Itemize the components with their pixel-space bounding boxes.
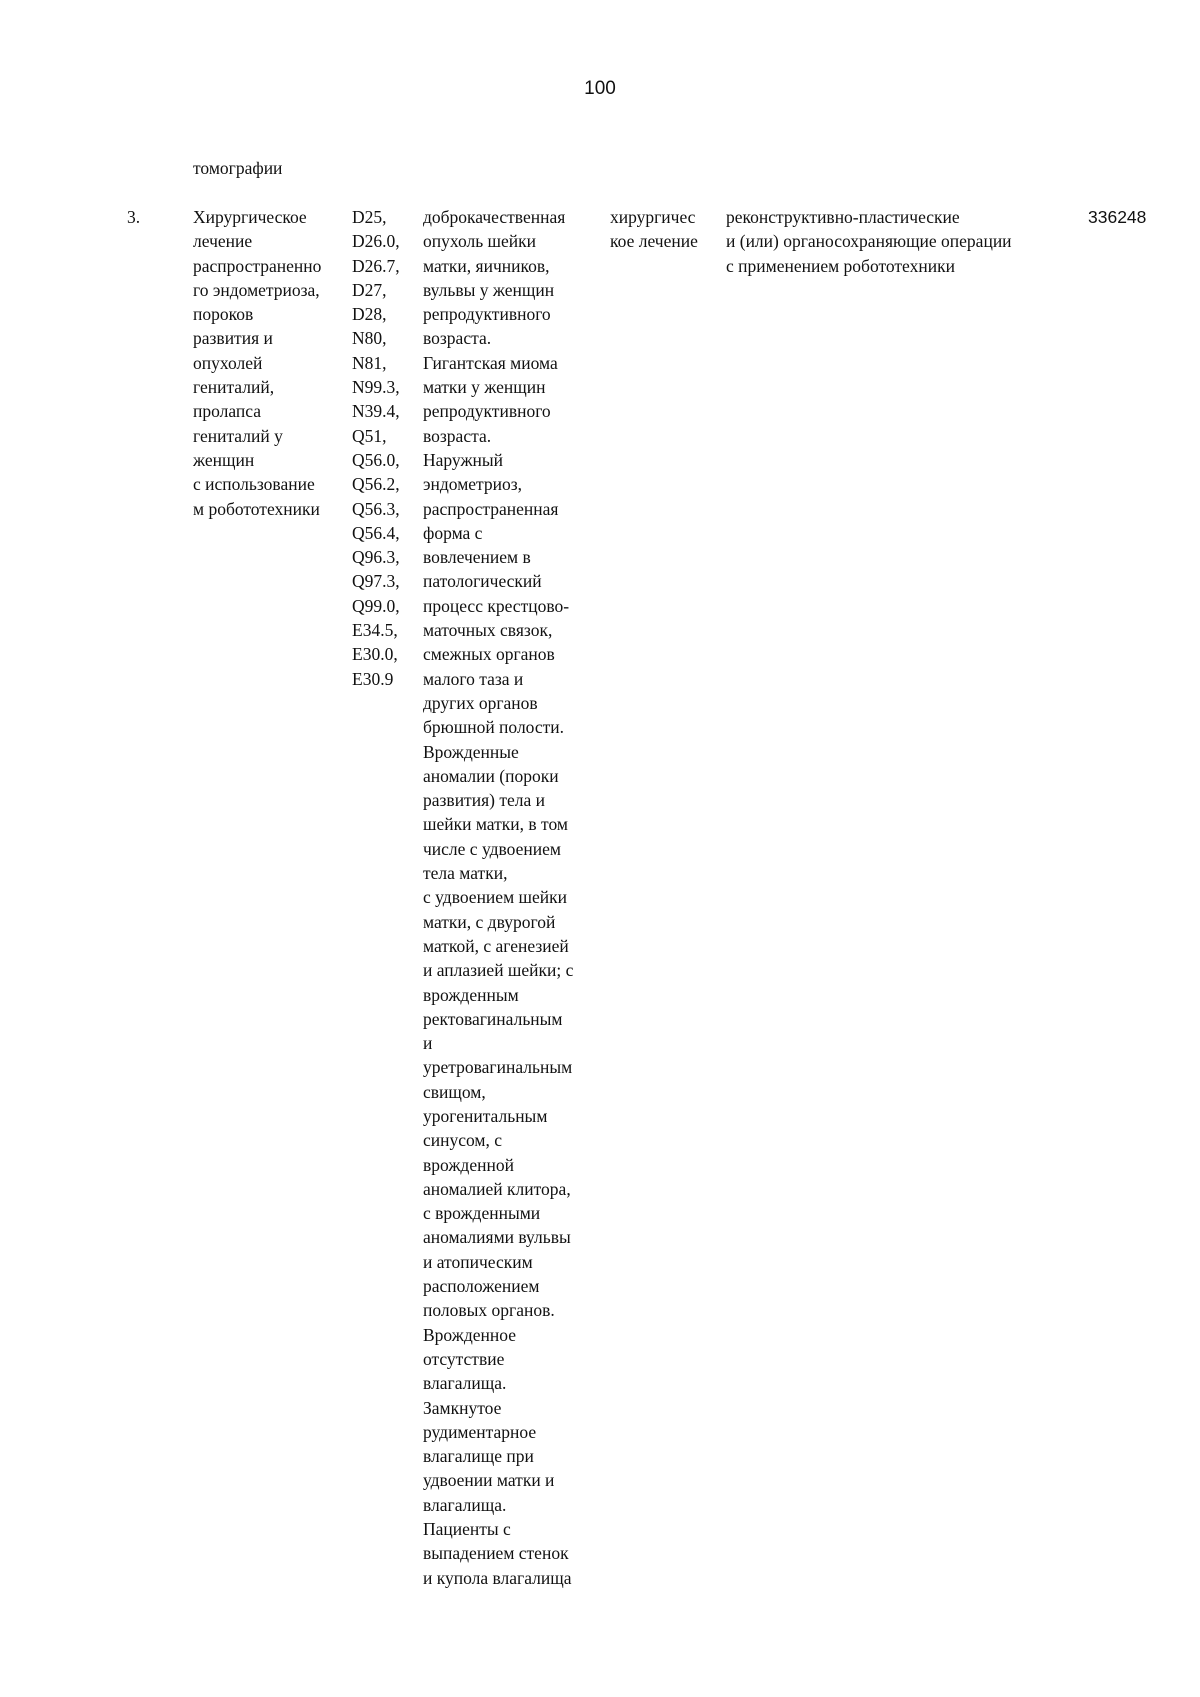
treatment-method: реконструктивно-пластические и (или) органосохраняющие операции с применением робототехники <box>726 207 1012 276</box>
page-number: 100 <box>584 78 616 99</box>
patient-model: доброкачественная опухоль шейки матки, яичников, вульвы у женщин репродуктивного возраста. Гигантская миома матки у женщин репродуктивного возраста. Наружный эндометриоз, распространенная форма с вовлечением в патологический процесс крестцово- маточных связок, смежных органов малого таза и других органов брюшной полости. Врожденные аномалии (пороки развития) тела и шейки матки, в том числе с удвоением тела матки, с удвоением шейки матки, с двурогой маткой, с агенезией и аплазией шейки; с врожденным ректовагинальным и уретровагинальным свищом, урогенитальным синусом, с врожденной аномалией клитора, с врожденными аномалиями вульвы и атопическим расположением половых органов. Врожденное отсутствие влагалища. Замкнутое рудиментарное влагалище при удвоении матки и влагалища. Пациенты с выпадением стенок и купола влагалища <box>423 207 574 1588</box>
row-number: 3. <box>127 207 141 227</box>
price: 336248 <box>1088 207 1147 227</box>
icd-codes: D25, D26.0, D26.7, D27, D28, N80, N81, N99.3, N39.4, Q51, Q56.0, Q56.2, Q56.3, Q56.4, Q96.3, Q97.3, Q99.0, E34.5, E30.0, E30.9 <box>352 207 400 689</box>
procedure-name: Хирургическое лечение распространенно го эндометриоза, пороков развития и опухолей гениталий, пролапса гениталий у женщин с использование м робототехники <box>193 207 322 519</box>
carry-over-text: томографии <box>193 158 283 178</box>
treatment-type: хирургичес кое лечение <box>610 207 698 252</box>
